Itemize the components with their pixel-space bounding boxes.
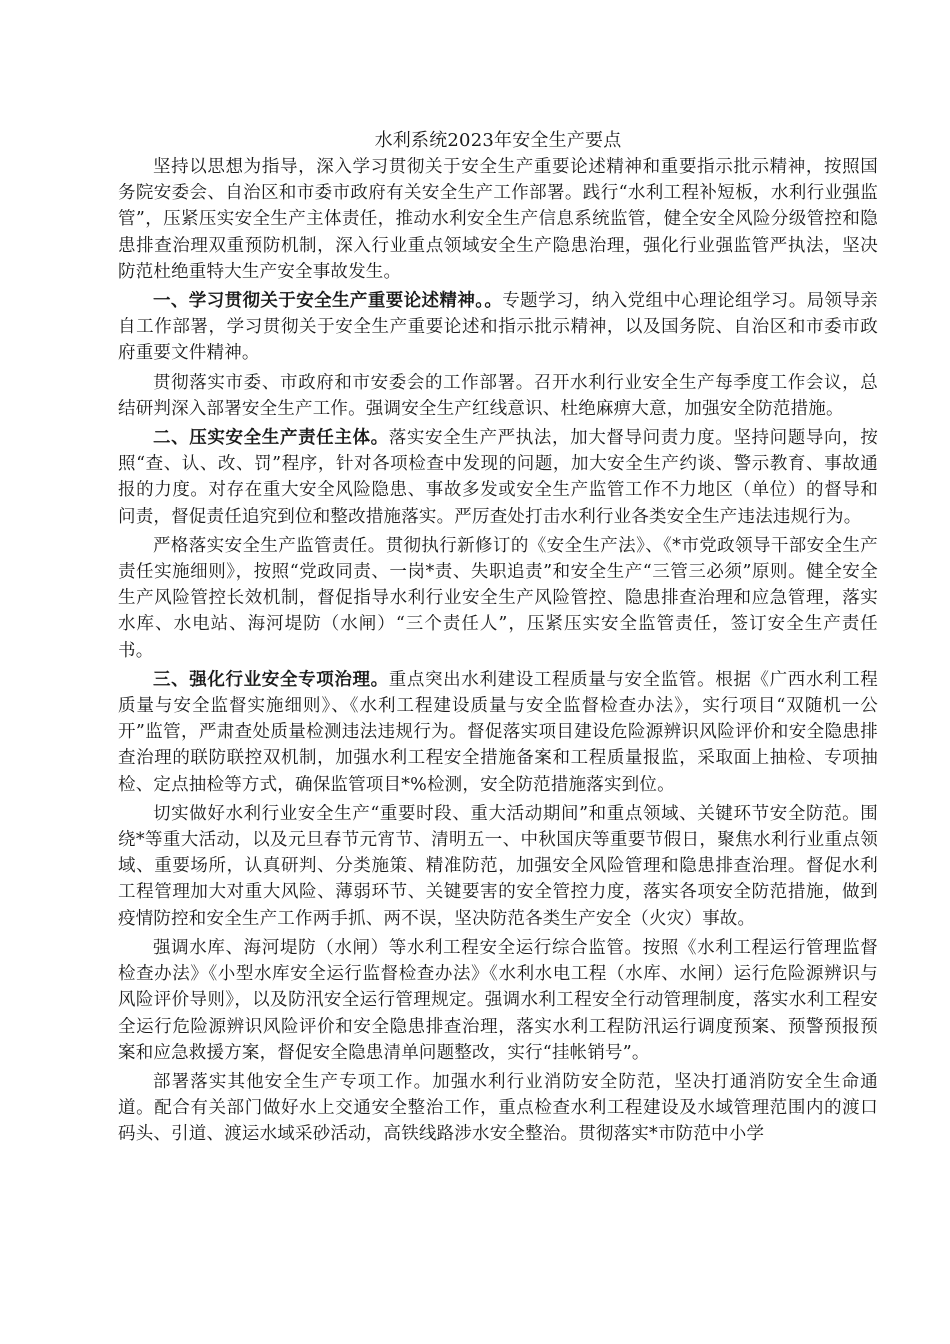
paragraph-text: 落实安全生产严执法，加大督导问责力度。坚持问题导向，按照“查、认、改、罚”程序，针对各项检查中发现的问题，加大安全生产约谈、警示教育、事故通报的力度。对存在重大安全风险隐患、事故多发或安全生产监管工作不力地区（单位）的督导和问责，督促责任追究到位和整改措施落实。严厉查处打击水利行业各类安全生产违法违规行为。 (118, 428, 878, 527)
paragraph-text: 坚持以思想为指导，深入学习贯彻关于安全生产重要论述精神和重要指示批示精神，按照国务院安委会、自治区和市委市政府有关安全生产工作部署。践行“水利工程补短板，水利行业强监管”，压紧压实安全生产主体责任，推动水利安全生产信息系统监管，健全安全风险分级管控和隐患排查治理双重预防机制，深入行业重点领域安全生产隐患治理，强化行业强监管严执法，坚决防范杜绝重特大生产安全事故发生。 (118, 157, 878, 282)
paragraph-intro (118, 154, 878, 285)
section-heading-2: 二、压实安全生产责任主体。 (153, 428, 389, 449)
paragraph-text: 强调水库、海河堤防（水闸）等水利工程安全运行综合监管。按照《水利工程运行管理监督检查办法》《小型水库安全运行监督检查办法》《水利水电工程（水库、水闸）运行危险源辨识与风险评价导则》，以及防汛安全运行管理规定。强调水利工程安全行动管理制度，落实水利工程安全运行危险源辨识风险评价和安全隐患排查治理，落实水利工程防汛运行调度预案、预警预报预案和应急救援方案，督促安全隐患清单问题整改，实行“挂帐销号”。 (118, 937, 878, 1063)
document-title: 水利系统2023年安全生产要点 (374, 130, 622, 151)
paragraph-text: 重点突出水利建设工程质量与安全监管。根据《广西水利工程质量与安全监督实施细则》、《水利工程建设质量与安全监督检查办法》，实行项目“双随机一公开”监管，严肃查处质量检测违法违规行为。督促落实项目建设危险源辨识风险评价和安全隐患排查治理的联防联控双机制，加强水利工程安全措施备案和工程质量报监，采取面上抽检、专项抽检、定点抽检等方式，确保监管项目*%检测，安全防范措施落实到位。 (118, 669, 878, 795)
paragraph (118, 370, 878, 422)
paragraph-section-2 (118, 425, 878, 530)
paragraph (118, 801, 878, 932)
paragraph-text: 专题学习，纳入党组中心理论组学习。局领导亲自工作部署，学习贯彻关于安全生产重要论述和指示批示精神，以及国务院、自治区和市委市政府重要文件精神。 (118, 291, 879, 364)
paragraph-text: 严格落实安全生产监管责任。贯彻执行新修订的《安全生产法》、《*市党政领导干部安全生产责任实施细则》，按照“党政同责、一岗*责、失职追责”和安全生产“三管三必须”原则。健全安全生产风险管控长效机制，督促指导水利行业安全生产风险管控、隐患排查治理和应急管理，落实水库、水电站、海河堤防（水闸）“三个责任人”，压紧压实安全监管责任，签订安全生产责任书。 (118, 535, 878, 661)
paragraph (118, 935, 878, 1066)
paragraph-text: 切实做好水利行业安全生产“重要时段、重大活动期间”和重点领域、关键环节安全防范。围绕*等重大活动，以及元旦春节元宵节、清明五一、中秋国庆等重要节假日，聚焦水利行业重点领域、重要场所，认真研判、分类施策、精准防范，加强安全风险管理和隐患排查治理。督促水利工程管理加大对重大风险、薄弱环节、关键要害的安全管控力度，落实各项安全防范措施，做到疫情防控和安全生产工作两手抓、两不误，坚决防范各类生产安全（火灾）事故。 (118, 803, 878, 929)
paragraph-text: 部署落实其他安全生产专项工作。加强水利行业消防安全防范，坚决打通消防安全生命通道。配合有关部门做好水上交通安全整治工作，重点检查水利工程建设及水域管理范围内的渡口码头、引道、渡运水域采砂活动，高铁线路涉水安全整治。贯彻落实*市防范中小学 (118, 1071, 878, 1145)
document-page (118, 128, 878, 1151)
paragraph (118, 533, 878, 664)
section-heading-3: 三、强化行业安全专项治理。 (153, 669, 389, 690)
section-heading-1: 一、学习贯彻关于安全生产重要论述精神。。 (153, 291, 503, 312)
paragraph (118, 1069, 878, 1148)
paragraph-section-3 (118, 667, 878, 798)
paragraph-text: 贯彻落实市委、市政府和市安委会的工作部署。召开水利行业安全生产每季度工作会议，总结研判深入部署安全生产工作。强调安全生产红线意识、杜绝麻痹大意，加强安全防范措施。 (118, 372, 878, 419)
paragraph-section-1 (118, 288, 878, 367)
